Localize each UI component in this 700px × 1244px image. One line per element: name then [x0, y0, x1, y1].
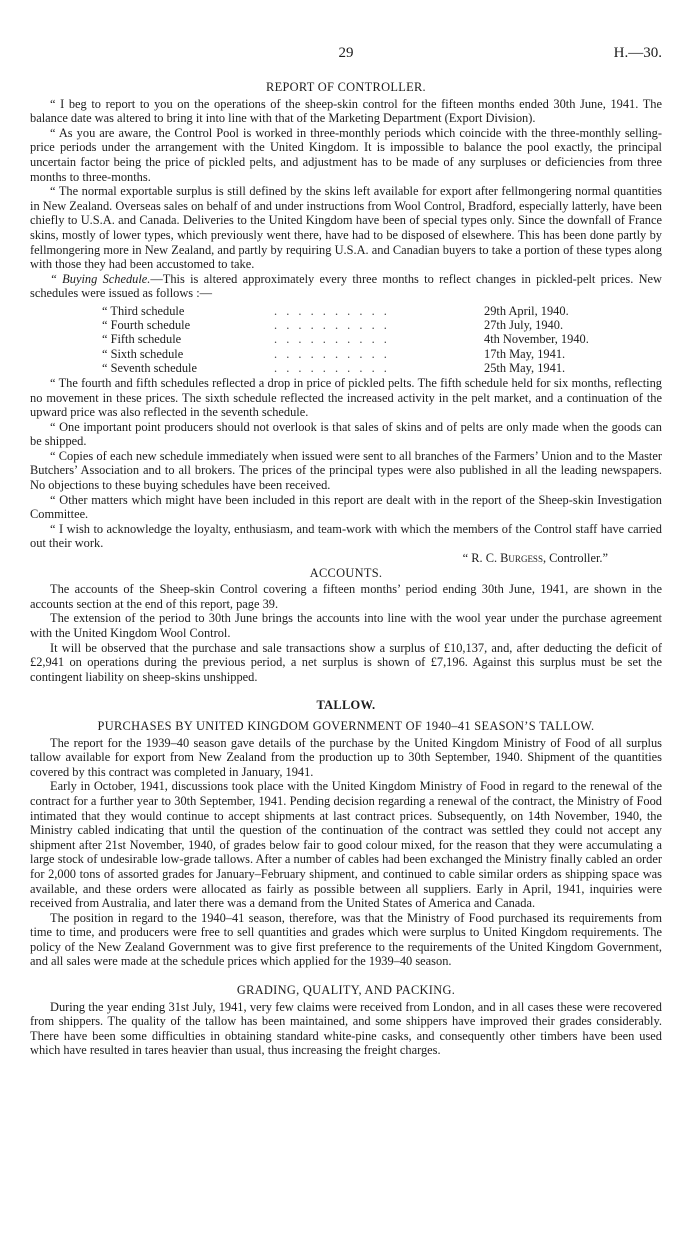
report-paragraph: “ One important point producers should not overlook is that sales of skins and of pelts are only made when the goods can be shipped. [30, 419, 662, 449]
buying-schedule-text: —This is altered approximately every three months to reflect changes in pickled-pelt prices. New schedules were issued as follows :— [30, 271, 662, 301]
leader-dots: . . . . . . . . . . [274, 346, 390, 361]
controller-signature: “ R. C. Burgess, Controller.” [462, 551, 608, 566]
tallow-heading: TALLOW. [316, 698, 376, 713]
schedule-name: “ Fourth schedule [102, 318, 191, 333]
buying-schedule-label: “ Buying Schedule. [50, 271, 151, 286]
accounts-paragraph: The accounts of the Sheep-skin Control covering a fifteen months’ period ending 30th June, 1941, are shown in the accounts section at the end of this report, page 39. [30, 582, 662, 611]
page-header [30, 46, 662, 68]
schedule-row [30, 318, 662, 332]
schedule-row [30, 332, 662, 346]
leader-dots: . . . . . . . . . . [274, 318, 390, 333]
report-paragraph: “ As you are aware, the Control Pool is worked in three-monthly periods which coincide with the three-monthly selling-price periods under the arrangement with the United Kingdom. It is impossible to balance the pool exactly, the principal uncertain factor being the price of pickled pelts, and adjustment has to be made of any surpluses or deficiencies from three months to three-months. [30, 125, 662, 184]
schedule-name: “ Third schedule [102, 303, 185, 318]
signature-name: Burgess [500, 551, 543, 566]
tallow-paragraph: The report for the 1939–40 season gave details of the purchase by the United Kingdom Ministry of Food of all surplus tallow available for export from New Zealand from the production up to 30th September, 1940. Shipment of the quantities covered by this contract was completed in January, 1941. [30, 735, 662, 779]
accounts-paragraph: It will be observed that the purchase and sale transactions show a surplus of £10,137, and, after deducting the deficit of £2,941 on operations during the previous period, a net surplus is shown of £7,196. Against this surplus must be set the contingent liability on sheep-skins unshipped. [30, 640, 662, 684]
schedule-row [30, 304, 662, 318]
schedule-row [30, 361, 662, 375]
tallow-paragraph: The position in regard to the 1940–41 season, therefore, was that the Ministry of Food purchased its requirements from time to time, and producers were free to sell quantities and grades which were surplus to United Kingdom requirements. The policy of the New Zealand Government was to give first preference to the requirements of the United Kingdom Government, and all sales were made at the schedule prices which applied for the 1939–40 season. [30, 910, 662, 969]
schedule-name: “ Sixth schedule [102, 346, 184, 361]
report-paragraph: “ Other matters which might have been included in this report are dealt with in the report of the Sheep-skin Investigation Committee. [30, 492, 662, 522]
schedule-date: 29th April, 1940. [484, 303, 569, 318]
accounts-paragraph: The extension of the period to 30th June brings the accounts into line with the wool year under the purchase agreement with the United Kingdom Wool Control. [30, 611, 662, 641]
document-reference: H.—30. [613, 45, 662, 61]
leader-dots: . . . . . . . . . . [274, 360, 390, 375]
page-number: 29 [338, 45, 354, 61]
schedule-row [30, 347, 662, 361]
leader-dots: . . . . . . . . . . [274, 332, 390, 347]
accounts-heading: ACCOUNTS. [309, 565, 383, 580]
schedule-name: “ Fifth schedule [102, 332, 182, 347]
schedule-list [30, 304, 662, 375]
report-paragraph: “ I beg to report to you on the operations of the sheep-skin control for the fifteen months ended 30th June, 1941. The balance date was altered to bring it into line with that of the Marketing Department (Export Division). [30, 96, 662, 126]
schedule-name: “ Seventh schedule [102, 360, 197, 375]
tallow-subheading: PURCHASES BY UNITED KINGDOM GOVERNMENT OF 1940–41 SEASON’S TALLOW. [97, 718, 595, 733]
schedule-date: 17th May, 1941. [484, 346, 566, 361]
schedule-date: 25th May, 1941. [484, 360, 566, 375]
leader-dots: . . . . . . . . . . [274, 303, 390, 318]
report-paragraph: “ The fourth and fifth schedules reflected a drop in price of pickled pelts. The fifth schedule held for six months, reflecting no movement in these prices. The sixth schedule reflected the increased activity in the pelt market, and a continuation of the upward price was also reflected in the seventh schedule. [30, 375, 662, 420]
report-paragraph: “ The normal exportable surplus is still defined by the skins left available for export after fellmongering normal quantities in New Zealand. Overseas sales on behalf of and under instructions from Wool Control, Bradford, especially latterly, have been chiefly to U.S.A. and Canada. Deliveries to the United Kingdom have been of special types only. Since the downfall of France skins, mostly of lower types, which previously went there, have had to be disposed of elsewhere. This has been done partly by fellmongering more in New Zealand, and partly by requiring U.S.A. and Canadian buyers to take a portion of these types along with those they had been accustomed to take. [30, 184, 662, 272]
schedule-date: 4th November, 1940. [484, 332, 589, 347]
report-paragraph: “ I wish to acknowledge the loyalty, enthusiasm, and team-work with which the members of the Control staff have carried out their work. [30, 521, 662, 551]
schedule-date: 27th July, 1940. [484, 318, 564, 333]
tallow-paragraph: Early in October, 1941, discussions took place with the United Kingdom Ministry of Food in regard to the renewal of the contract for a further year to 30th September, 1941. Pending decision regarding a renewal of the contract, the Ministry of Food intimated that they would continue to accept shipments at last contract prices. Subsequently, on 14th November, 1940, the Ministry cabled indicating that until the question of the continuation of the contract was settled they could not accept any shipment after 21st November, 1940, of grades below fair to good colour mixed, for the reason that they were accumulating a large stock of undesirable low-grade tallows. After a number of cables had been exchanged the Ministry finally cabled an order for 2,000 tons of assorted grades for January–February shipment, and continued to cable similar orders as shipping space was available, and these orders were allocated as fairly as possible between all suppliers. Early in April, 1941, inquiries were received from Australia, and later there was a demand from the United States of America and Canada. [30, 779, 662, 911]
grading-paragraph: During the year ending 31st July, 1941, very few claims were received from London, and in all cases these were recovered from shippers. The quality of the tallow has been maintained, and some shippers have improved their grades considerably. There have been some difficulties in obtaining standard white-pine casks, and consequently other timbers have been used which have resulted in tares heavier than usual, thus increasing the freight charges. [30, 999, 662, 1058]
buying-schedule-paragraph [30, 272, 662, 301]
report-paragraph: “ Copies of each new schedule immediately when issued were sent to all branches of the Farmers’ Union and to the Master Butchers’ Association and to all brokers. The prices of the principal types were also published in all the leading newspapers. No objections to these buying schedules have been received. [30, 448, 662, 493]
grading-heading: GRADING, QUALITY, AND PACKING. [236, 983, 456, 998]
report-heading: REPORT OF CONTROLLER. [266, 80, 426, 94]
